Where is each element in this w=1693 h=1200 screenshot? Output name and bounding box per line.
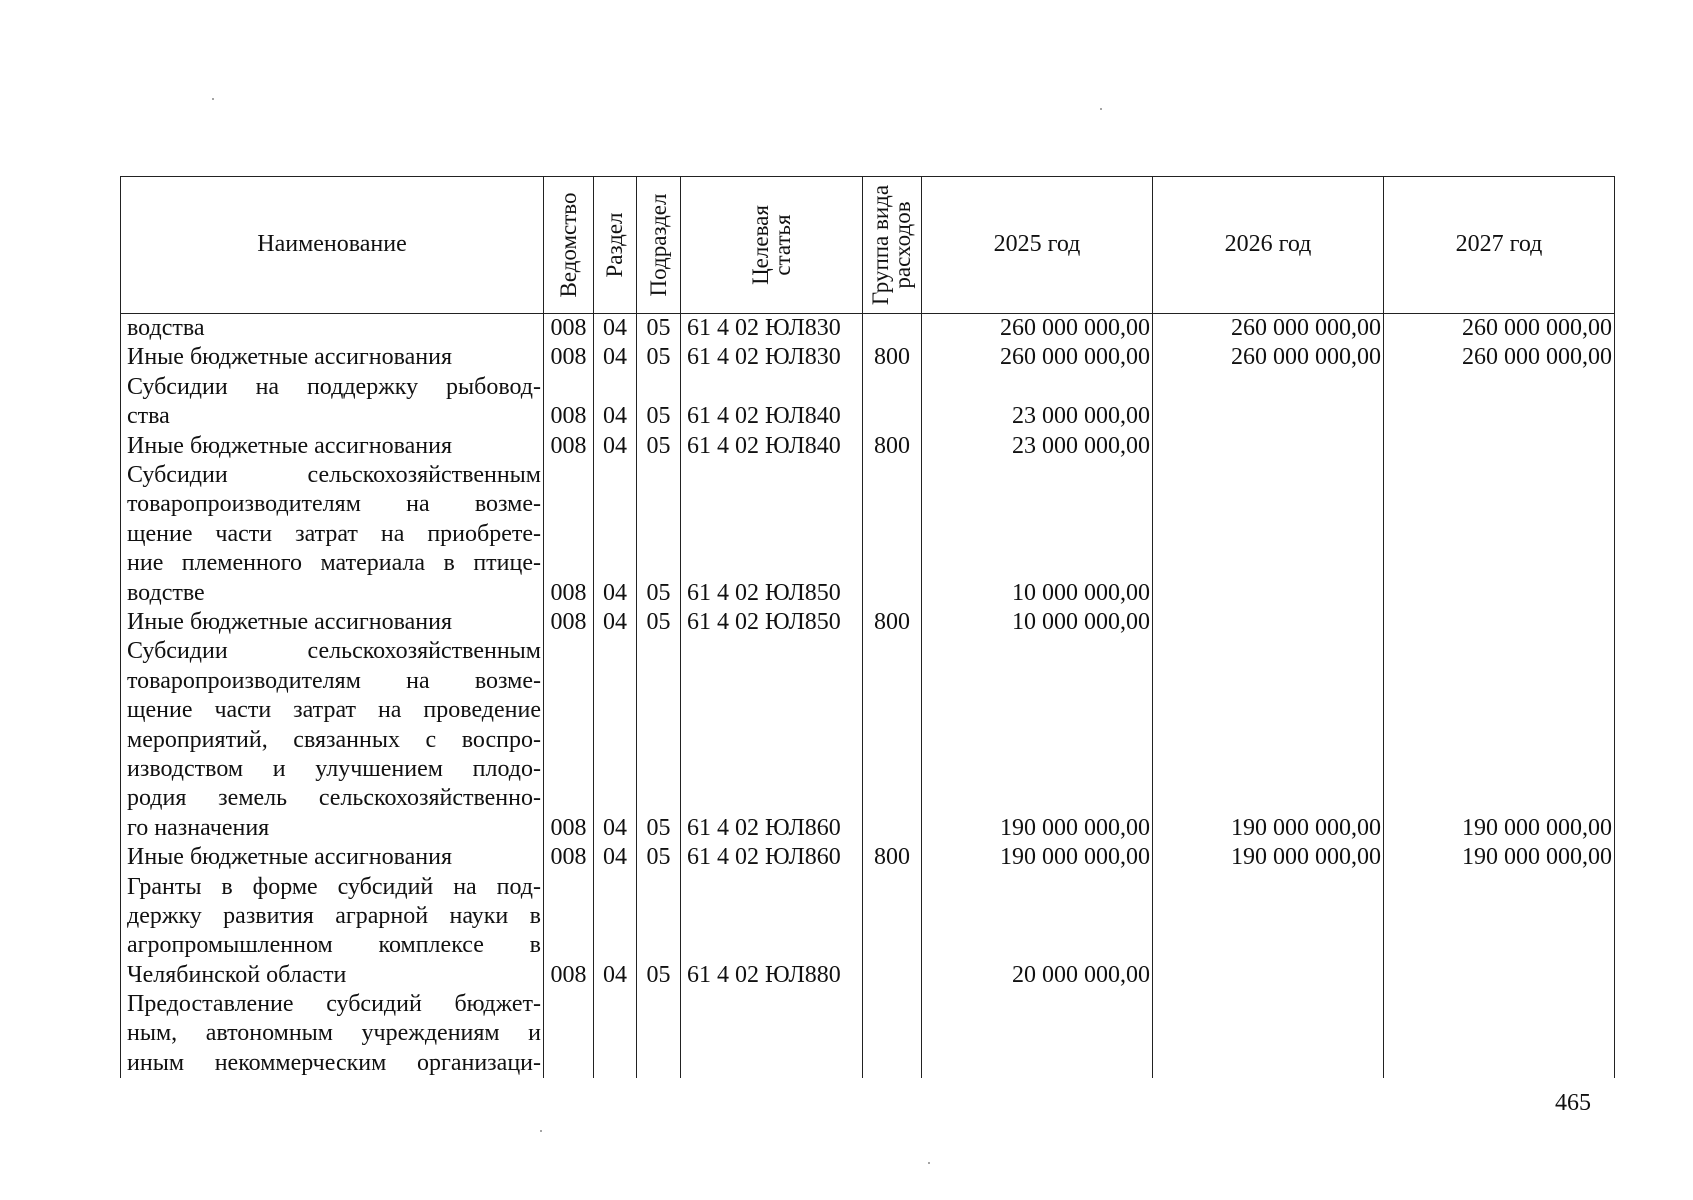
cell-amount-2026: 260 000 000,00	[1153, 343, 1384, 372]
cell-section: 04	[594, 314, 637, 344]
cell-name-line: родия земель сельскохозяйственно-	[127, 785, 541, 812]
cell-target-article: 61 4 02 ЮЛ840	[681, 432, 863, 461]
cell-section: 04	[594, 608, 637, 637]
cell-department: 008	[544, 343, 594, 372]
cell-name-line: Иные бюджетные ассигнования	[127, 344, 452, 371]
cell-expense-group	[863, 373, 922, 432]
cell-section: 04	[594, 843, 637, 872]
cell-subsection	[637, 990, 681, 1078]
cell-expense-group	[863, 873, 922, 991]
cell-name-line: Иные бюджетные ассигнования	[127, 432, 452, 459]
header-section	[594, 177, 637, 314]
cell-subsection: 05	[637, 637, 681, 843]
cell-name	[121, 990, 544, 1078]
cell-amount-2027	[1384, 990, 1615, 1078]
cell-target-article	[681, 990, 863, 1078]
cell-target-article: 61 4 02 ЮЛ860	[681, 637, 863, 843]
cell-name	[121, 373, 544, 432]
cell-name-line: Челябинской области	[127, 961, 347, 988]
cell-amount-2025: 260 000 000,00	[922, 343, 1153, 372]
cell-name-line: ства	[127, 403, 170, 430]
header-target-article-line1: Целевая	[747, 205, 773, 285]
cell-name-line: ным, автономным учреждениям и	[127, 1020, 541, 1047]
header-year-2026: 2026 год	[1153, 177, 1384, 314]
cell-section: 04	[594, 637, 637, 843]
table-row	[121, 843, 1615, 872]
cell-amount-2026	[1153, 608, 1384, 637]
cell-amount-2026	[1153, 432, 1384, 461]
cell-name-line: водства	[127, 315, 205, 342]
cell-name-line: Субсидии сельскохозяйственным	[127, 638, 541, 665]
scan-speck	[540, 1130, 542, 1132]
cell-amount-2025: 260 000 000,00	[922, 314, 1153, 344]
cell-name	[121, 432, 544, 461]
cell-name-line: водстве	[127, 579, 205, 606]
cell-name-line: Гранты в форме субсидий на под-	[127, 873, 541, 900]
cell-subsection: 05	[637, 873, 681, 991]
cell-amount-2027: 190 000 000,00	[1384, 637, 1615, 843]
cell-target-article: 61 4 02 ЮЛ830	[681, 314, 863, 344]
cell-amount-2026	[1153, 461, 1384, 608]
cell-name-line: ние племенного материала в птице-	[127, 550, 541, 577]
cell-name-line: го назначения	[127, 814, 270, 841]
cell-section: 04	[594, 343, 637, 372]
scan-speck	[212, 98, 214, 100]
cell-name-line: агропромышленном комплексе в	[127, 932, 541, 959]
table-row	[121, 461, 1615, 608]
cell-expense-group: 800	[863, 432, 922, 461]
header-year-2027: 2027 год	[1384, 177, 1615, 314]
cell-department: 008	[544, 314, 594, 344]
cell-subsection: 05	[637, 608, 681, 637]
cell-name-line: Иные бюджетные ассигнования	[127, 608, 452, 635]
cell-department: 008	[544, 432, 594, 461]
cell-section: 04	[594, 461, 637, 608]
cell-expense-group	[863, 637, 922, 843]
cell-section	[594, 990, 637, 1078]
cell-name	[121, 608, 544, 637]
header-department	[544, 177, 594, 314]
cell-name	[121, 873, 544, 991]
table-row	[121, 373, 1615, 432]
cell-name-line: изводством и улучшением плодо-	[127, 755, 541, 782]
budget-allocation-table	[120, 176, 1615, 1078]
cell-department: 008	[544, 873, 594, 991]
table-row	[121, 314, 1615, 344]
cell-section: 04	[594, 873, 637, 991]
header-expense-group-line1: Группа вида	[868, 184, 893, 306]
cell-department: 008	[544, 373, 594, 432]
cell-subsection: 05	[637, 843, 681, 872]
cell-name-line: Субсидии сельскохозяйственным	[127, 462, 541, 488]
cell-section: 04	[594, 432, 637, 461]
cell-target-article: 61 4 02 ЮЛ830	[681, 343, 863, 372]
cell-amount-2026	[1153, 873, 1384, 991]
cell-name	[121, 343, 544, 372]
cell-amount-2026	[1153, 990, 1384, 1078]
header-section-label: Раздел	[602, 212, 627, 278]
cell-amount-2027: 260 000 000,00	[1384, 343, 1615, 372]
table-row	[121, 343, 1615, 372]
cell-amount-2027	[1384, 461, 1615, 608]
cell-amount-2027	[1384, 432, 1615, 461]
cell-target-article: 61 4 02 ЮЛ880	[681, 873, 863, 991]
cell-name	[121, 843, 544, 872]
cell-amount-2025	[922, 990, 1153, 1078]
header-subsection	[637, 177, 681, 314]
cell-expense-group: 800	[863, 608, 922, 637]
header-department-label: Ведомство	[555, 192, 581, 298]
table-row	[121, 432, 1615, 461]
cell-expense-group	[863, 314, 922, 344]
header-year-2025: 2025 год	[922, 177, 1153, 314]
cell-amount-2027	[1384, 373, 1615, 432]
table-row	[121, 990, 1615, 1078]
cell-amount-2025: 20 000 000,00	[922, 873, 1153, 991]
cell-name	[121, 461, 544, 608]
cell-subsection: 05	[637, 343, 681, 372]
cell-section: 04	[594, 373, 637, 432]
cell-department: 008	[544, 637, 594, 843]
scan-speck	[1100, 108, 1102, 110]
cell-amount-2027: 190 000 000,00	[1384, 843, 1615, 872]
header-name: Наименование	[121, 177, 544, 314]
cell-target-article: 61 4 02 ЮЛ860	[681, 843, 863, 872]
cell-name-line: Иные бюджетные ассигнования	[127, 844, 452, 871]
cell-amount-2027	[1384, 873, 1615, 991]
cell-amount-2025: 190 000 000,00	[922, 843, 1153, 872]
cell-name-line: иным некоммерческим организаци-	[127, 1049, 541, 1076]
cell-target-article: 61 4 02 ЮЛ840	[681, 373, 863, 432]
cell-department	[544, 990, 594, 1078]
header-subsection-label: Подраздел	[645, 193, 671, 297]
cell-name	[121, 314, 544, 344]
cell-department: 008	[544, 608, 594, 637]
cell-name-line: товаропроизводителям на возме-	[127, 491, 541, 518]
table-header-row	[121, 177, 1615, 314]
cell-amount-2025: 10 000 000,00	[922, 608, 1153, 637]
cell-department: 008	[544, 843, 594, 872]
cell-expense-group: 800	[863, 843, 922, 872]
cell-amount-2025: 10 000 000,00	[922, 461, 1153, 608]
cell-name-line: щение части затрат на приобрете-	[127, 520, 541, 547]
table-row	[121, 873, 1615, 991]
cell-amount-2027	[1384, 608, 1615, 637]
header-target-article-line2: статья	[769, 214, 795, 276]
header-expense-group-label	[870, 185, 914, 305]
cell-target-article: 61 4 02 ЮЛ850	[681, 608, 863, 637]
cell-subsection: 05	[637, 314, 681, 344]
cell-name-line: щение части затрат на проведение	[127, 697, 541, 724]
cell-name	[121, 637, 544, 843]
cell-name-line: держку развития аграрной науки в	[127, 902, 541, 929]
header-target-article-label	[747, 205, 795, 285]
table-body	[121, 314, 1615, 1079]
cell-expense-group: 800	[863, 343, 922, 372]
cell-amount-2027: 260 000 000,00	[1384, 314, 1615, 344]
cell-amount-2025: 23 000 000,00	[922, 373, 1153, 432]
page-number: 465	[1555, 1090, 1591, 1116]
table-row	[121, 637, 1615, 843]
scan-speck	[928, 1162, 930, 1164]
cell-expense-group	[863, 461, 922, 608]
cell-amount-2026	[1153, 373, 1384, 432]
cell-target-article: 61 4 02 ЮЛ850	[681, 461, 863, 608]
cell-name-line: товаропроизводителям на возме-	[127, 667, 541, 694]
cell-amount-2025: 190 000 000,00	[922, 637, 1153, 843]
cell-amount-2026: 190 000 000,00	[1153, 843, 1384, 872]
cell-amount-2026: 190 000 000,00	[1153, 637, 1384, 843]
cell-expense-group	[863, 990, 922, 1078]
cell-subsection: 05	[637, 373, 681, 432]
cell-amount-2025: 23 000 000,00	[922, 432, 1153, 461]
cell-subsection: 05	[637, 461, 681, 608]
header-target-article	[681, 177, 863, 314]
header-expense-group	[863, 177, 922, 314]
cell-department: 008	[544, 461, 594, 608]
header-expense-group-line2: расходов	[890, 201, 915, 289]
cell-name-line: Предоставление субсидий бюджет-	[127, 991, 541, 1018]
cell-subsection: 05	[637, 432, 681, 461]
cell-name-line: мероприятий, связанных с воспро-	[127, 726, 541, 753]
cell-amount-2026: 260 000 000,00	[1153, 314, 1384, 344]
table-row	[121, 608, 1615, 637]
cell-name-line: Субсидии на поддержку рыбовод-	[127, 373, 541, 400]
